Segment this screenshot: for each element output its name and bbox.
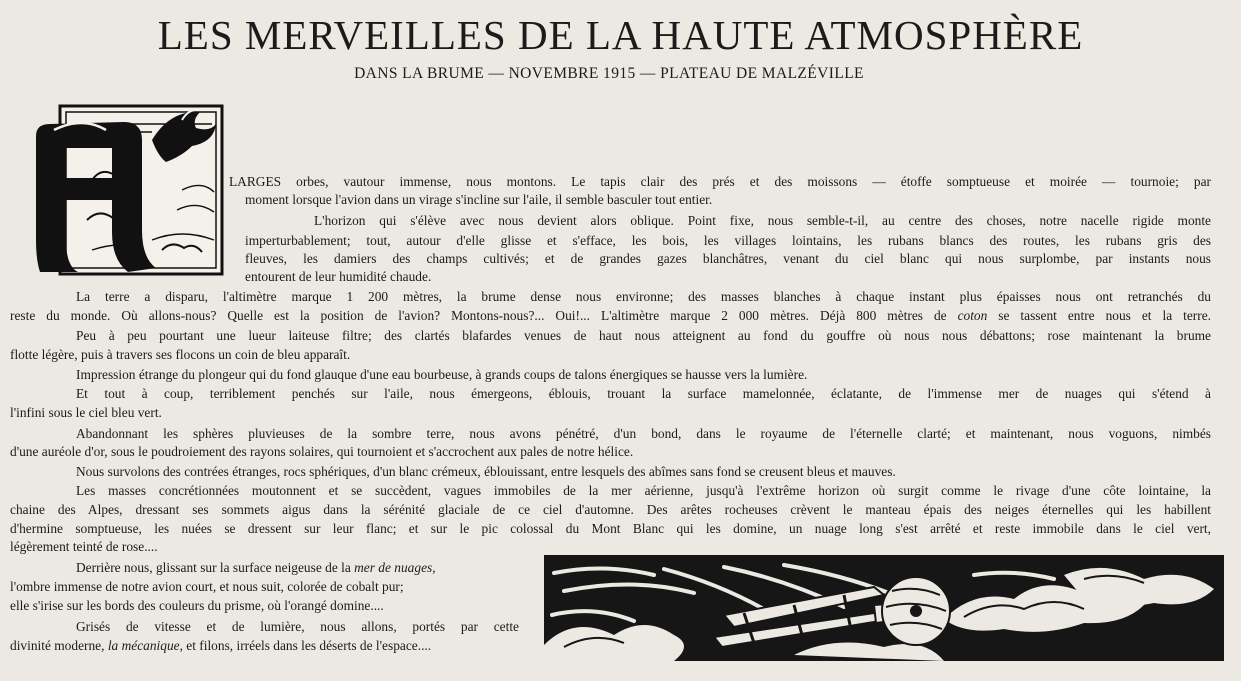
text-fragment: , et filons, irréels dans les déserts de l'espace.... [179, 638, 432, 653]
text-fragment: légèrement teinté de rose.... [10, 539, 158, 554]
text-line-21 [76, 559, 536, 577]
article-title: LES MERVEILLES DE LA HAUTE ATMOSPHÈRE [157, 12, 1084, 58]
woodcut-illustration [544, 555, 1224, 661]
text-line-16 [76, 463, 1211, 481]
text-fragment: l'ombre immense de notre avion court, et nous suit, colorée de cobalt pur; [10, 579, 404, 594]
text-fragment: coton [957, 308, 988, 323]
text-fragment: fleuves, les damiers des champs cultivés; et de grandes gazes blanchâtres, venant du ciel blanc qui nous surplombe, par instants nous [245, 251, 1211, 266]
text-fragment: , [432, 560, 436, 575]
text-fragment: Impression étrange du plongeur qui du fond glauque d'une eau bourbeuse, à grands coups de talons énergiques se hausse vers la lumière. [76, 367, 808, 382]
text-line-18 [10, 501, 1211, 519]
text-line-6 [245, 268, 1211, 286]
text-line-19 [10, 520, 1211, 538]
text-line-5 [245, 250, 1211, 268]
text-line-24 [76, 618, 519, 636]
dropcap-illustration [32, 100, 227, 278]
text-fragment: La terre a disparu, l'altimètre marque 1 200 mètres, la brume dense nous environne; des masses blanches à chaque instant plus épaisses nous ont retranchés du [76, 289, 1211, 304]
text-line-12 [76, 385, 1211, 403]
text-fragment: entourent de leur humidité chaude. [245, 269, 432, 284]
text-line-2 [245, 191, 1211, 209]
text-fragment: L'horizon qui s'élève avec nous devient alors oblique. Point fixe, nous semble-t-il, au centre des choses, notre nacelle rigide monte [314, 213, 1211, 228]
text-line-3 [314, 212, 1211, 230]
text-line-10 [10, 346, 1211, 364]
text-fragment: mer de nuages [354, 560, 433, 575]
text-fragment: moment lorsque l'avion dans un virage s'incline sur l'aile, il semble basculer tout entier. [245, 192, 713, 207]
text-fragment: Abandonnant les sphères pluvieuses de la sombre terre, nous avons pénétré, d'un bond, dans le royaume de l'éternelle clarté; et maintenant, nous voguons, nimbés [76, 426, 1211, 441]
text-line-22 [10, 578, 536, 596]
text-fragment: elle s'irise sur les bords des couleurs du prisme, où l'orangé domine.... [10, 598, 384, 613]
text-line-1 [229, 173, 1211, 191]
text-fragment: LARGES orbes, vautour immense, nous montons. Le tapis clair des prés et des moissons — étoffe somptueuse et moirée — tournoie; par [229, 174, 1211, 189]
text-fragment: se tassent entre nous et la terre. [987, 308, 1211, 323]
text-line-23 [10, 597, 536, 615]
article-subtitle: DANS LA BRUME — NOVEMBRE 1915 — PLATEAU DE MALZÉVILLE [354, 65, 864, 82]
text-fragment: divinité moderne, [10, 638, 108, 653]
text-fragment: Peu à peu pourtant une lueur laiteuse filtre; des clartés blafardes venues de haut nous atteignent au fond du gouffre où nous nous débattons; rose maintenant la brume [76, 328, 1211, 343]
text-line-13 [10, 404, 1211, 422]
text-line-11 [76, 366, 1211, 384]
text-line-20 [10, 538, 1211, 556]
text-line-25 [10, 637, 536, 655]
text-line-7 [76, 288, 1211, 306]
text-fragment: imperturbablement; tout, autour d'elle glisse et s'efface, les bois, les villages lointains, les rubans blancs des routes, les rubans gris des [245, 233, 1211, 248]
text-fragment: Grisés de vitesse et de lumière, nous allons, portés par cette [76, 619, 519, 634]
text-fragment: flotte légère, puis à travers ses flocons un coin de bleu apparaît. [10, 347, 351, 362]
text-line-15 [10, 443, 1211, 461]
text-fragment: Et tout à coup, terriblement penchés sur l'aile, nous émergeons, éblouis, trouant la surface mamelonnée, éclatante, de l'immense mer de nuages qui s'étend à [76, 386, 1211, 401]
text-line-17 [76, 482, 1211, 500]
text-fragment: chaine des Alpes, dressant ses sommets aigus dans la sérénité glaciale de ce ciel d'automne. Des arêtes rocheuses crèvent le manteau épais des neiges éternelles qui les habillent [10, 502, 1211, 517]
text-line-9 [76, 327, 1211, 345]
text-fragment: Les masses concrétionnées moutonnent et se succèdent, vagues immobiles de la mer aérienne, jusqu'à l'extrême horizon où surgit comme le rivage d'une côte lointaine, la [76, 483, 1211, 498]
text-fragment: d'une auréole d'or, sous le poudroiement des rayons solaires, qui tournoient et s'accrochent aux pales de notre hélice. [10, 444, 634, 459]
text-line-4 [245, 232, 1211, 250]
text-fragment: la mécanique [107, 638, 180, 653]
text-line-14 [76, 425, 1211, 443]
propeller-disc [882, 577, 950, 645]
text-fragment: Derrière nous, glissant sur la surface neigeuse de la [76, 560, 355, 575]
text-fragment: reste du monde. Où allons-nous? Quelle est la position de l'avion? Montons-nous?... Oui!... L'altimètre marque 2 000 mètres. Déjà 800 mètres de [10, 308, 958, 323]
text-fragment: d'hermine somptueuse, les nuées se dressent sur leur flanc; et sur le pic colossal du Mont Blanc qui les domine, un nuage long s'est arrêté et reste immobile dans le ciel vert, [10, 521, 1211, 536]
text-line-8 [10, 307, 1211, 325]
text-fragment: l'infini sous le ciel bleu vert. [10, 405, 162, 420]
text-fragment: Nous survolons des contrées étranges, rocs sphériques, d'un blanc crémeux, éblouissant, entre lesquels des abîmes sans fond se creusent bleus et mauves. [76, 464, 896, 479]
